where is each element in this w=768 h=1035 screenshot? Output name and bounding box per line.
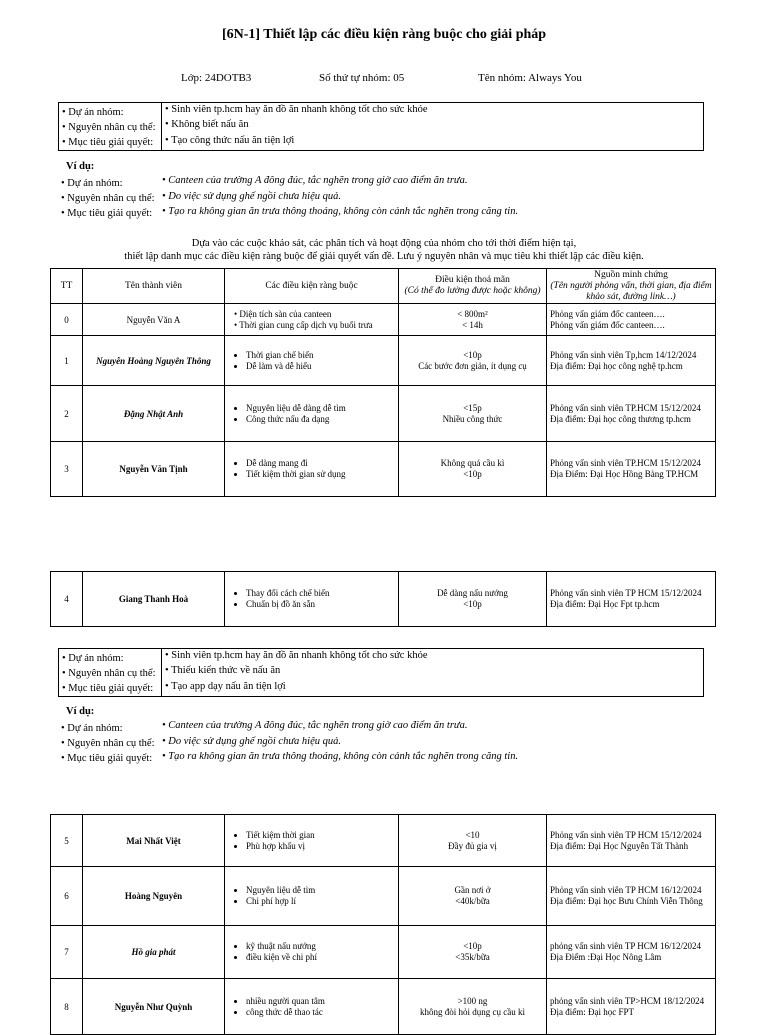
measure-cell [399, 304, 547, 336]
source-item: Địa điểm: Đại học FPT [550, 1006, 634, 1017]
condition-item: • Dễ làm và dễ hiểu [246, 361, 395, 372]
row-number: 0 [51, 304, 83, 336]
member-name: Hồ gia phát [83, 926, 225, 979]
example-label: • Mục tiêu giải quyết: [61, 753, 153, 764]
conditions-cell [225, 304, 399, 336]
project-summary-box [58, 102, 704, 151]
measure-item: < 800m² [457, 308, 488, 319]
header-measure-title: Điều kiện thoả mãn [435, 275, 510, 285]
header-name: Tên thành viên [83, 269, 225, 304]
measure-item: không đòi hỏi dụng cụ cầu kì [420, 1006, 525, 1017]
condition-item: • Tiết kiệm thời gian sử dụng [246, 469, 395, 480]
instructions [0, 237, 768, 263]
header-source-title: Nguồn minh chứng [594, 269, 668, 280]
conditions-cell [225, 979, 399, 1035]
example-label: • Nguyên nhân cụ thể: [61, 738, 155, 749]
measure-item: <10p [463, 941, 482, 951]
measure-cell [399, 815, 547, 867]
member-name: Nguyễn Hoàng Nguyên Thông [83, 336, 225, 386]
condition-item: • Nguyên liệu dễ tìm [246, 885, 395, 896]
class-label: Lớp: 24DOTB3 [181, 72, 252, 84]
table-row [51, 572, 716, 627]
source-item: Địa điểm: Đại học Bưu Chính Viễn Thông [550, 896, 703, 906]
measure-item: Không quá cầu kì [440, 458, 505, 468]
measure-cell [399, 386, 547, 442]
conditions-cell [225, 442, 399, 497]
source-cell [547, 867, 716, 926]
summary-label: • Nguyên nhân cụ thể: [62, 668, 156, 679]
source-item: Phỏng vấn sinh viên Tp,hcm 14/12/2024 [550, 349, 697, 360]
summary-value: • Sinh viên tp.hcm hay ăn đồ ăn nhanh không tốt cho sức khỏe [165, 104, 428, 115]
constraints-table [50, 814, 716, 1035]
table-row [51, 867, 716, 926]
measure-item: Đầy đủ gia vị [448, 840, 497, 851]
header-tt: TT [51, 269, 83, 304]
measure-cell [399, 442, 547, 497]
condition-item: • Thời gian cung cấp dịch vụ buổi trưa [234, 319, 373, 330]
example-value: • Tạo ra không gian ăn trưa thông thoáng, không còn cảnh tắc nghẽn trong căng tin. [162, 751, 519, 762]
source-item: Phỏng vấn sinh viên TP.HCM 15/12/2024 [550, 458, 701, 468]
source-item: phỏng vấn sinh viên TP HCM 16/12/2024 [550, 941, 702, 951]
member-name: Nguyễn Văn Tịnh [83, 442, 225, 497]
constraints-table [50, 268, 716, 497]
source-item: Địa điểm: Đại học công thương tp.hcm [550, 413, 691, 424]
source-item: Phỏng vấn sinh viên TP HCM 15/12/2024 [550, 588, 702, 598]
row-number: 2 [51, 386, 83, 442]
summary-label: • Mục tiêu giải quyết: [62, 683, 154, 694]
example-label: • Dự án nhóm: [61, 178, 123, 189]
project-summary-box [58, 648, 704, 697]
example-label: • Mục tiêu giải quyết: [61, 208, 153, 219]
row-number: 3 [51, 442, 83, 497]
member-name: Nguyễn Như Quỳnh [83, 979, 225, 1035]
constraints-table [50, 571, 716, 627]
measure-item: <10 [465, 829, 480, 840]
row-number: 5 [51, 815, 83, 867]
source-cell [547, 572, 716, 627]
row-number: 6 [51, 867, 83, 926]
row-number: 8 [51, 979, 83, 1035]
measure-cell [399, 572, 547, 627]
source-item: Địa Điểm :Đại Học Nông Lâm [550, 952, 662, 962]
source-item: Phỏng vấn sinh viên TP HCM 15/12/2024 [550, 829, 702, 840]
summary-label: • Dự án nhóm: [62, 107, 124, 118]
source-cell [547, 979, 716, 1035]
example-heading: Ví dụ: [66, 706, 95, 717]
summary-value: • Tạo công thức nấu ăn tiện lợi [165, 135, 295, 146]
source-item: Địa điểm: Đại học công nghệ tp.hcm [550, 360, 683, 371]
source-item: phỏng vấn sinh viên TP>HCM 18/12/2024 [550, 995, 705, 1006]
conditions-cell [225, 815, 399, 867]
condition-item: • Diện tích sàn của canteen [234, 308, 332, 319]
header-measure-note: (Có thể đo lường được hoặc không) [404, 286, 541, 296]
header-conditions: Các điều kiện ràng buộc [225, 269, 399, 304]
measure-cell [399, 979, 547, 1035]
table-row [51, 979, 716, 1035]
row-number: 1 [51, 336, 83, 386]
measure-item: Các bước đơn giản, ít dụng cụ [418, 360, 527, 371]
conditions-cell [225, 926, 399, 979]
summary-value: • Sinh viên tp.hcm hay ăn đồ ăn nhanh không tốt cho sức khỏe [165, 650, 428, 661]
example-value: • Do việc sử dụng ghế ngồi chưa hiệu quả. [162, 736, 342, 747]
member-name: Đặng Nhật Anh [83, 386, 225, 442]
source-cell [547, 386, 716, 442]
measure-item: <35k/bữa [455, 952, 490, 962]
measure-item: <10p [463, 599, 482, 609]
source-cell [547, 336, 716, 386]
condition-item: • kỹ thuật nấu nướng [246, 941, 395, 952]
example-value: • Canteen của trường A đông đúc, tắc nghẽn trong giờ cao điểm ăn trưa. [162, 175, 468, 186]
source-cell [547, 442, 716, 497]
condition-item: • Chuẩn bị đồ ăn sẵn [246, 599, 395, 610]
member-name: Nguyễn Văn A [83, 304, 225, 336]
table-row [51, 926, 716, 979]
condition-item: • Nguyên liệu dễ dàng dễ tìm [246, 403, 395, 414]
condition-item: • Phù hợp khẩu vị [246, 841, 395, 852]
table-header-row [51, 269, 716, 304]
measure-item: Nhiều công thức [442, 413, 503, 424]
group-name-label: Tên nhóm: Always You [478, 72, 582, 84]
condition-item: • Tiết kiệm thời gian [246, 830, 395, 841]
instruction-line: Dựa vào các cuộc khảo sát, các phân tích và hoạt động của nhóm cho tới thời điểm hiện tại, [191, 238, 577, 249]
source-item: Địa điểm: Đại Học Nguyễn Tất Thành [550, 840, 689, 851]
measure-cell [399, 867, 547, 926]
condition-item: • nhiều người quan tâm [246, 996, 395, 1007]
example-heading: Ví dụ: [66, 161, 95, 172]
example-value: • Do việc sử dụng ghế ngồi chưa hiệu quả. [162, 191, 342, 202]
document-title: [6N-1] Thiết lập các điều kiện ràng buộc cho giải pháp [221, 27, 547, 42]
example-value: • Tạo ra không gian ăn trưa thông thoáng, không còn cảnh tắc nghẽn trong căng tin. [162, 206, 519, 217]
header-source [547, 269, 716, 304]
condition-item: • Dễ dàng mang đi [246, 458, 395, 469]
measure-item: <10p [463, 469, 482, 479]
source-cell [547, 304, 716, 336]
example-label: • Dự án nhóm: [61, 723, 123, 734]
condition-item: • Thay đổi cách chế biến [246, 588, 395, 599]
source-item: Phỏng vấn sinh viên TP.HCM 15/12/2024 [550, 402, 701, 413]
summary-label: • Mục tiêu giải quyết: [62, 137, 154, 148]
header-source-note: (Tên người phỏng vấn, thời gian, địa điểm khảo sát, đường link…) [550, 280, 712, 302]
source-cell [547, 815, 716, 867]
table-row [51, 304, 716, 336]
conditions-cell [225, 386, 399, 442]
table-row [51, 386, 716, 442]
condition-item: • công thức dễ thao tác [246, 1007, 395, 1018]
summary-value: • Tạo app dạy nấu ăn tiện lợi [165, 681, 286, 692]
member-name: Giang Thanh Hoà [83, 572, 225, 627]
source-item: Địa Điểm: Đại Học Hồng Bàng TP.HCM [550, 469, 699, 479]
summary-label: • Dự án nhóm: [62, 653, 124, 664]
source-item: Phỏng vấn sinh viên TP HCM 16/12/2024 [550, 885, 702, 895]
conditions-cell [225, 336, 399, 386]
summary-value: • Không biết nấu ăn [165, 119, 249, 130]
table-row [51, 442, 716, 497]
source-item: Phỏng vấn giám đốc canteen…. [550, 319, 665, 330]
example-value: • Canteen của trường A đông đúc, tắc nghẽn trong giờ cao điểm ăn trưa. [162, 720, 468, 731]
measure-cell [399, 926, 547, 979]
source-cell [547, 926, 716, 979]
measure-item: < 14h [462, 319, 483, 330]
row-number: 7 [51, 926, 83, 979]
group-number-label: Số thứ tự nhóm: 05 [319, 72, 405, 84]
instruction-line: thiết lập danh mục các điều kiện ràng buộc để giải quyết vấn đề. Lưu ý nguyên nhân và mục tiêu khi thiết lập các điều kiện. [124, 251, 644, 262]
example-label: • Nguyên nhân cụ thể: [61, 193, 155, 204]
summary-label: • Nguyên nhân cụ thể: [62, 122, 156, 133]
conditions-cell [225, 572, 399, 627]
measure-item: <10p [463, 349, 482, 360]
measure-item: >100 ng [457, 995, 488, 1006]
measure-item: Gần nơi ở [454, 885, 491, 895]
example-block [58, 161, 718, 221]
condition-item: • Công thức nấu đa dạng [246, 414, 395, 425]
header-measure [399, 269, 547, 304]
condition-item: • điều kiện về chi phí [246, 952, 395, 963]
measure-cell [399, 336, 547, 386]
measure-item: <15p [463, 402, 482, 413]
summary-value: • Thiếu kiến thức về nấu ăn [165, 665, 281, 676]
row-number: 4 [51, 572, 83, 627]
source-item: Phỏng vấn giám đốc canteen…. [550, 308, 665, 319]
member-name: Hoàng Nguyên [83, 867, 225, 926]
measure-item: <40k/bữa [455, 896, 490, 906]
table-row [51, 815, 716, 867]
measure-item: Dễ dàng nấu nướng [437, 588, 508, 598]
conditions-cell [225, 867, 399, 926]
example-block [58, 706, 718, 766]
table-row [51, 336, 716, 386]
member-name: Mai Nhất Việt [83, 815, 225, 867]
source-item: Địa điểm: Đại Học Fpt tp.hcm [550, 599, 660, 609]
condition-item: • Thời gian chế biến [246, 350, 395, 361]
condition-item: • Chi phí hợp lí [246, 896, 395, 907]
